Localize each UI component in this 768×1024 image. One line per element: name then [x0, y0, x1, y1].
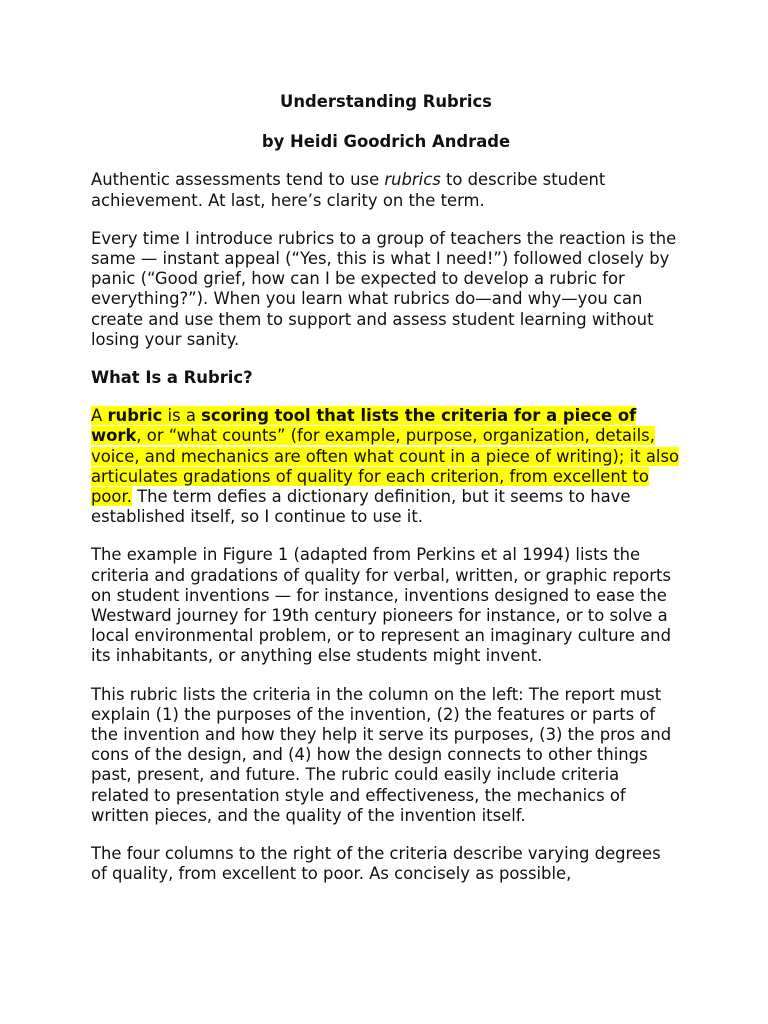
paragraph-figure-example: The example in Figure 1 (adapted from Perkins et al 1994) lists the criteria and gradations of quality for verbal, written, or graphic reports on student inventions — for instance, inventions designed to ease the Westward journey for 19th century pioneers for instance, or to solve a local environmental problem, or to represent an imaginary culture and its inhabitants, or anything else students might invent.	[91, 545, 671, 666]
intro-emphasis: rubrics	[384, 170, 441, 190]
document-page	[91, 92, 681, 903]
highlight-a: A	[91, 406, 108, 426]
document-byline: by Heidi Goodrich Andrade	[261, 132, 511, 152]
definition-paragraph	[91, 406, 681, 527]
document-title: Understanding Rubrics	[280, 92, 492, 111]
intro-text-after: to describe student achievement. At last, here’s clarity on the term.	[91, 170, 606, 210]
highlight-is-a: is a	[162, 406, 202, 426]
intro-paragraph	[91, 170, 681, 210]
definition-tail: The term defies a dictionary definition, but it seems to have established itself, so I continue to use it.	[91, 487, 631, 527]
intro-text-before: Authentic assessments tend to use	[91, 170, 385, 190]
section-heading: What Is a Rubric?	[91, 368, 253, 388]
highlight-term: rubric	[107, 406, 163, 426]
paragraph-columns: The four columns to the right of the criteria describe varying degrees of quality, from excellent to poor. As concisely as possible,	[91, 844, 661, 884]
highlight-bold-phrase: scoring tool that lists the criteria for a piece of work	[91, 406, 637, 446]
highlight-rest: , or “what counts” (for example, purpose, organization, details, voice, and mechanics are often what count in a piece of writing); it also articulates gradations of quality for each criterion, from excellent to poor.	[91, 426, 680, 507]
paragraph-reaction: Every time I introduce rubrics to a group of teachers the reaction is the same — instant appeal (“Yes, this is what I need!”) followed closely by panic (“Good grief, how can I be expected to develop a rubric for everything?”). When you learn what rubrics do—and why—you can create and use them to support and assess student learning without losing your sanity.	[91, 228, 677, 349]
paragraph-criteria: This rubric lists the criteria in the column on the left: The report must explain (1) the purposes of the invention, (2) the features or parts of the invention and how they help it serve its purposes, (3) the pros and cons of the design, and (4) how the design connects to other things past, present, and future. The rubric could easily include criteria related to presentation style and effectiveness, the mechanics of written pieces, and the quality of the invention itself.	[91, 684, 672, 825]
